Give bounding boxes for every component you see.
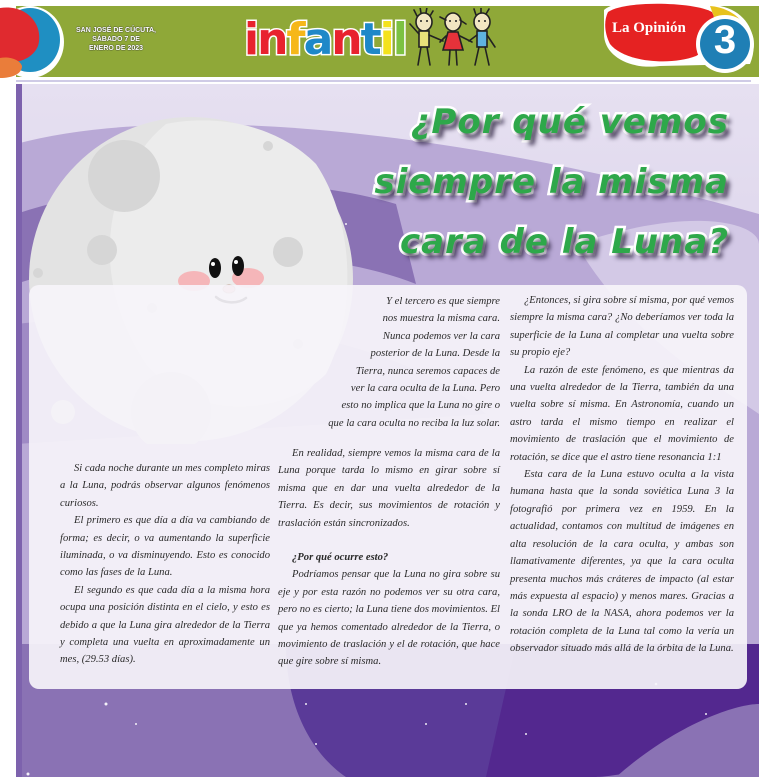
article-title	[329, 92, 729, 272]
page-number: 3	[713, 18, 737, 62]
article-column-1	[60, 460, 270, 669]
paragraph: El primero es que día a día va cambiando de forma; es decir, o va aumentando la superficie iluminada, o va disminuyendo. Esto es conocido como las fases de la Luna.	[60, 515, 270, 579]
article-column-3	[510, 292, 734, 658]
title-line: siempre la misma	[374, 162, 729, 202]
dateline-city: SAN JOSÉ DE CÚCUTA,	[76, 27, 156, 34]
text-line: ver la cara oculta de la Luna. Pero	[350, 383, 500, 395]
text-line: Tierra, nunca seremos capaces de	[355, 365, 500, 377]
article-column-2-intro	[296, 293, 500, 432]
section-subheading: ¿Por qué ocurre esto?	[292, 552, 389, 564]
newspaper-brand-blob-icon	[0, 0, 70, 80]
paragraph: La razón de este fenómeno, es que mientras da una vuelta alrededor de la Tierra, también da una vuelta sobre sí misma. En Astronomía, cuando un astro tarda el mismo tiempo en realizar el movimiento de traslación que el movimiento de rotación, se dice que el astro tiene resonancia 1:1	[510, 364, 734, 463]
article-column-2	[278, 445, 500, 671]
dateline-day: SÁBADO 7 DE	[92, 36, 140, 43]
logo-letter: f	[286, 14, 304, 65]
logo-letter: i	[379, 14, 393, 65]
logo-letter: l	[392, 14, 406, 65]
paragraph: Si cada noche durante un mes completo miras a la Luna, podrás observar algunos fenómenos curiosos.	[60, 463, 270, 509]
logo-letter: n	[331, 14, 361, 65]
text-line: nos muestra la misma cara.	[382, 313, 500, 325]
logo-letter: t	[360, 14, 380, 65]
logo-letter: a	[303, 14, 332, 65]
text-line: Y el tercero es que siempre	[386, 296, 500, 307]
text-line: que la cara oculta no reciba la luz solar.	[328, 417, 500, 429]
paragraph: El segundo es que cada día a la misma hora ocupa una posición distinta en el cielo, y esto es debido a que la Luna gira alrededor de la Tierra y completa una vuelta en aproximadamente un mes, (29.53 días).	[60, 584, 270, 666]
paragraph: Podríamos pensar que la Luna no gira sobre su eje y por esta razón no podemos ver su otra cara, pero no es cierto; la Luna tiene dos movimientos. El que ya hemos comentado alrededor de la Tierra, o movimiento de traslación y el de rotación, que hace que gire sobre sí misma.	[278, 569, 500, 668]
dateline-date: ENERO DE 2023	[88, 45, 144, 52]
dateline	[74, 26, 158, 53]
drawn-kids-icon	[408, 8, 498, 70]
publication-name: La Opinión	[612, 20, 686, 36]
title-line: ¿Por qué vemos	[410, 102, 729, 142]
logo-letter: n	[257, 14, 287, 65]
text-line: Nunca podemos ver la cara	[382, 330, 500, 342]
paragraph: ¿Entonces, si gira sobre sí misma, por qué vemos siempre la misma cara? ¿No deberíamos ver toda la superficie de la Luna al completar una vuelta sobre su propio eje?	[510, 295, 734, 359]
section-logo-infantil	[244, 12, 406, 72]
title-line: cara de la Luna?	[399, 222, 729, 262]
text-line: posterior de la Luna. Desde la	[370, 348, 500, 360]
text-line: esto no implica que la Luna no gire o	[341, 400, 500, 412]
header-divider	[16, 80, 751, 82]
logo-letter: i	[244, 14, 258, 65]
paragraph: Esta cara de la Luna estuvo oculta a la vista humana hasta que la sonda soviética Luna 3 la fotografió por primera vez en 1959. En la actualidad, contamos con multitud de imágenes en alta resolución de la cara oculta, y ambas son llamativamente diferentes, ya que la cara oculta presenta muchos más cráteres de impacto (al estar más expuesta al espacio) y menos mares. Gracias a la sonda LRO de la NASA, ahora podemos ver la rotación completa de la Luna tal como la vería un observador situado más allá de la órbita de la Luna.	[510, 469, 734, 655]
paragraph: En realidad, siempre vemos la misma cara de la Luna porque tarda lo mismo en girar sobre sí misma que en dar una vuelta alrededor de la Tierra. Es decir, sus movimientos de rotación y traslación están sincronizados.	[278, 448, 500, 529]
